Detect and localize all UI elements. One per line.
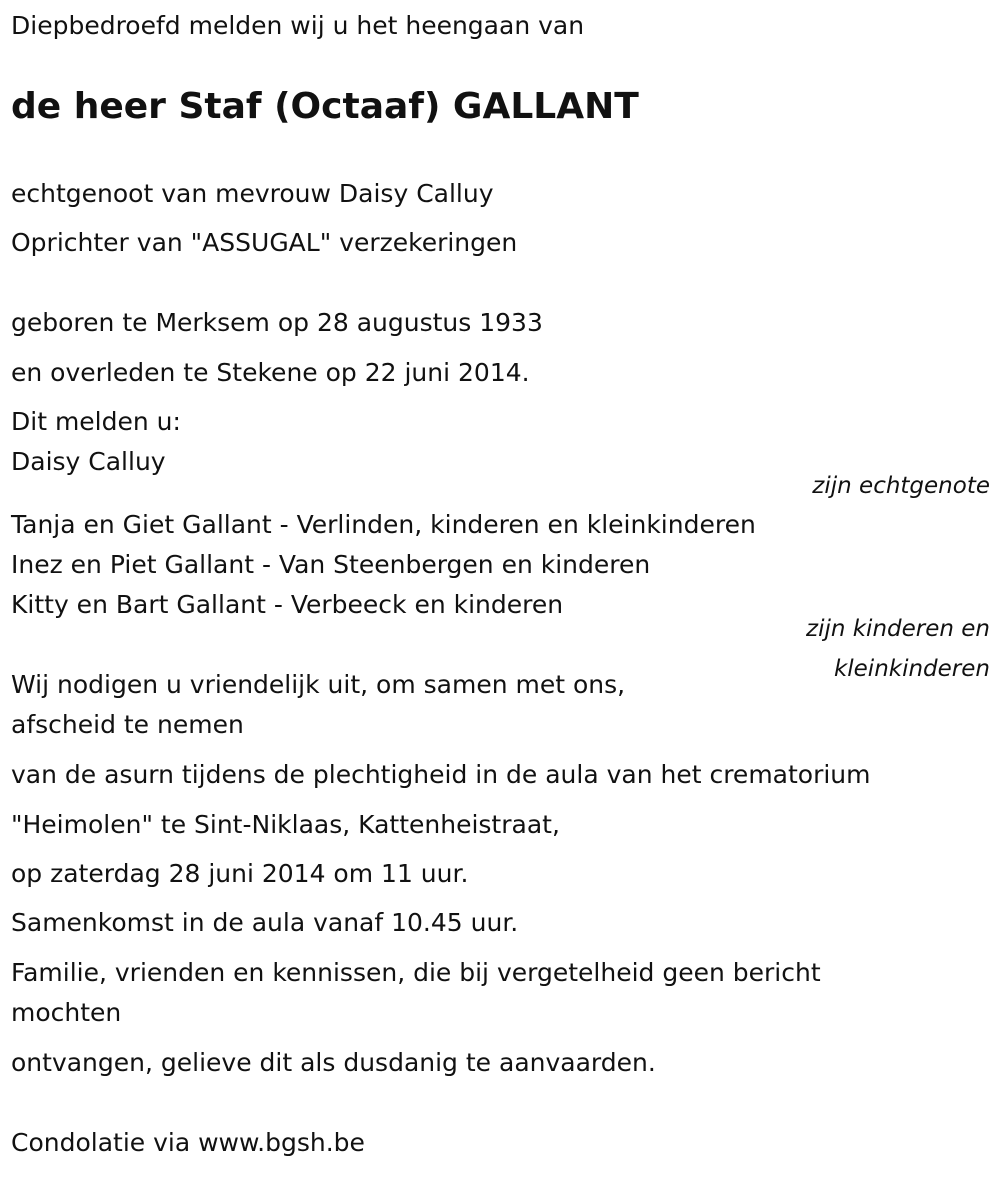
gathering-line: Samenkomst in de aula vanaf 10.45 uur. bbox=[11, 908, 519, 937]
child-line: Tanja en Giet Gallant - Verlinden, kinderen en kleinkinderen bbox=[11, 510, 756, 539]
ceremony-date: op zaterdag 28 juni 2014 om 11 uur. bbox=[11, 859, 469, 888]
ceremony-line: van de asurn tijdens de plechtigheid in de aula van het crematorium bbox=[11, 760, 871, 789]
died-line: en overleden te Stekene op 22 juni 2014. bbox=[11, 358, 530, 387]
note-line-cont: mochten bbox=[11, 998, 122, 1027]
child-line: Kitty en Bart Gallant - Verbeeck en kinderen bbox=[11, 590, 564, 619]
founder-line: Oprichter van "ASSUGAL" verzekeringen bbox=[11, 228, 518, 257]
spouse-name: Daisy Calluy bbox=[11, 447, 166, 476]
ceremony-location: "Heimolen" te Sint-Niklaas, Kattenheistraat, bbox=[11, 810, 560, 839]
condolence-line: Condolatie via www.bgsh.be bbox=[11, 1128, 365, 1157]
intro-text: Diepbedroefd melden wij u het heengaan van bbox=[11, 11, 585, 40]
deceased-name: de heer Staf (Octaaf) GALLANT bbox=[11, 86, 639, 127]
children-relation: zijn kinderen en bbox=[806, 616, 990, 642]
invite-line: Wij nodigen u vriendelijk uit, om samen met ons, bbox=[11, 670, 626, 699]
spouse-relation: zijn echtgenote bbox=[812, 473, 990, 499]
note-line-end: ontvangen, gelieve dit als dusdanig te aanvaarden. bbox=[11, 1048, 656, 1077]
note-line: Familie, vrienden en kennissen, die bij vergetelheid geen bericht bbox=[11, 958, 821, 987]
spouse-line: echtgenoot van mevrouw Daisy Calluy bbox=[11, 179, 494, 208]
children-relation-cont: kleinkinderen bbox=[833, 656, 990, 682]
born-line: geboren te Merksem op 28 augustus 1933 bbox=[11, 308, 543, 337]
announcers-intro: Dit melden u: bbox=[11, 407, 181, 436]
child-line: Inez en Piet Gallant - Van Steenbergen en kinderen bbox=[11, 550, 651, 579]
invite-line-cont: afscheid te nemen bbox=[11, 710, 244, 739]
